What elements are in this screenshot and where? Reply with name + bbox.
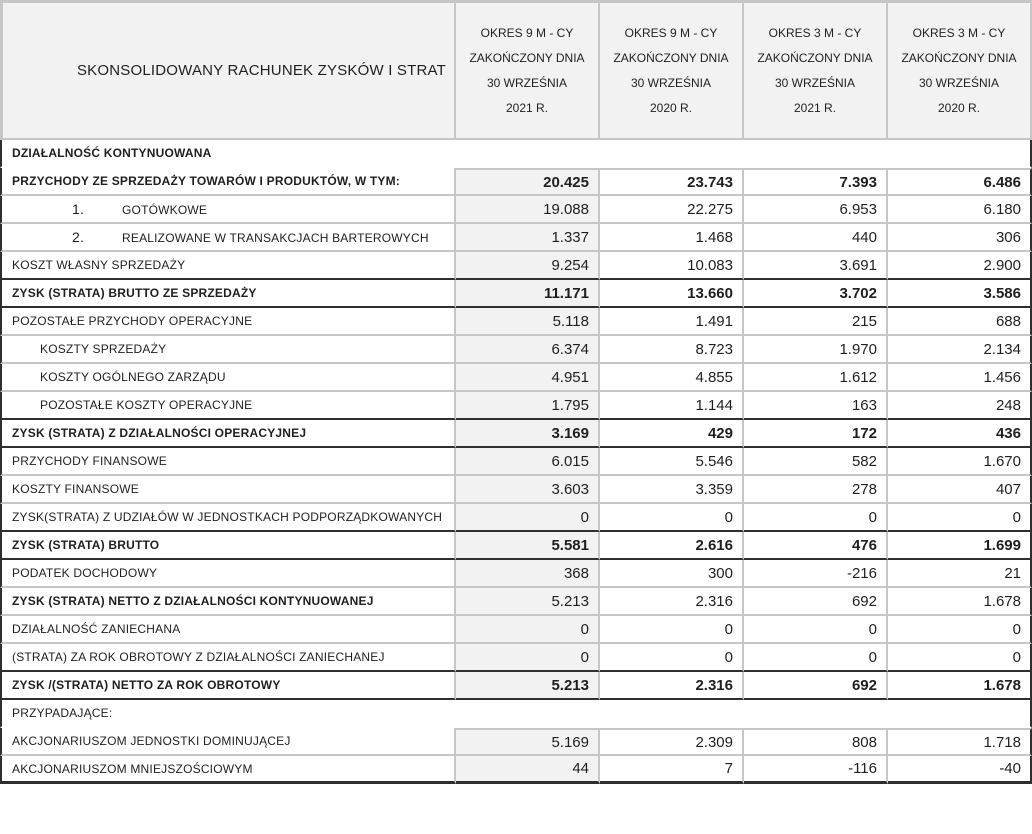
header-row — [0, 0, 1032, 140]
table-row — [0, 560, 1032, 588]
value-cell-period-3: 582 — [744, 448, 888, 476]
period-header-4 — [888, 0, 1032, 140]
value-cell-period-2: 1.468 — [600, 224, 744, 252]
value-cell-period-4: 0 — [888, 644, 1032, 672]
value-cell-period-3: 0 — [744, 616, 888, 644]
value-cell-period-1: 5.118 — [456, 308, 600, 336]
period-header-2 — [600, 0, 744, 140]
value-cell-period-4: 0 — [888, 616, 1032, 644]
value-cell-period-3: 692 — [744, 588, 888, 616]
table-row — [0, 336, 1032, 364]
table-row — [0, 252, 1032, 280]
table-row — [0, 168, 1032, 196]
period-header-line: 2021 R. — [505, 100, 549, 115]
value-cell-period-3: 172 — [744, 420, 888, 448]
value-cell-period-3: 163 — [744, 392, 888, 420]
period-header-1 — [456, 0, 600, 140]
value-cell-period-2: 5.546 — [600, 448, 744, 476]
value-cell-period-2: 13.660 — [600, 280, 744, 308]
table-body — [0, 140, 1032, 784]
table-row — [0, 280, 1032, 308]
value-cell-period-2: 4.855 — [600, 364, 744, 392]
value-cell-period-2: 22.275 — [600, 196, 744, 224]
period-header-line: ZAKOŃCZONY DNIA — [469, 50, 585, 65]
section-row — [0, 140, 1032, 168]
value-cell-period-1: 1.337 — [456, 224, 600, 252]
value-cell-period-3: -116 — [744, 756, 888, 784]
value-cell-period-3: 0 — [744, 504, 888, 532]
table-row — [0, 364, 1032, 392]
value-cell-period-4: -40 — [888, 756, 1032, 784]
period-header-line: 30 WRZEŚNIA — [486, 75, 567, 90]
value-cell-period-2: 300 — [600, 560, 744, 588]
value-cell-period-4: 1.670 — [888, 448, 1032, 476]
value-cell-period-1: 5.213 — [456, 588, 600, 616]
row-label-cell: ZYSK /(STRATA) NETTO ZA ROK OBROTOWY — [0, 672, 456, 700]
table-row — [0, 756, 1032, 784]
value-cell-period-2: 2.309 — [600, 728, 744, 756]
value-cell-period-2: 23.743 — [600, 168, 744, 196]
value-cell-period-1: 4.951 — [456, 364, 600, 392]
period-header-line: ZAKOŃCZONY DNIA — [901, 50, 1017, 65]
row-label-cell: AKCJONARIUSZOM JEDNOSTKI DOMINUJĄCEJ — [0, 728, 456, 756]
value-cell-period-2: 0 — [600, 644, 744, 672]
value-cell-period-1: 3.169 — [456, 420, 600, 448]
section-label-cell: DZIAŁALNOŚĆ KONTYNUOWANA — [0, 140, 1032, 168]
row-label-cell: ZYSK (STRATA) NETTO Z DZIAŁALNOŚCI KONTYNUOWANEJ — [0, 588, 456, 616]
table-row — [0, 588, 1032, 616]
row-label-cell: ZYSK (STRATA) BRUTTO ZE SPRZEDAŻY — [0, 280, 456, 308]
value-cell-period-3: 1.612 — [744, 364, 888, 392]
table-row — [0, 532, 1032, 560]
row-number: 1. — [72, 201, 85, 217]
table-row — [0, 196, 1032, 224]
value-cell-period-3: 7.393 — [744, 168, 888, 196]
period-header-line: ZAKOŃCZONY DNIA — [757, 50, 873, 65]
value-cell-period-4: 248 — [888, 392, 1032, 420]
value-cell-period-3: 3.702 — [744, 280, 888, 308]
row-label: REALIZOWANE W TRANSAKCJACH BARTEROWYCH — [122, 231, 429, 245]
value-cell-period-4: 1.678 — [888, 672, 1032, 700]
value-cell-period-1: 1.795 — [456, 392, 600, 420]
table-row — [0, 504, 1032, 532]
value-cell-period-1: 368 — [456, 560, 600, 588]
value-cell-period-2: 0 — [600, 616, 744, 644]
value-cell-period-2: 8.723 — [600, 336, 744, 364]
value-cell-period-2: 0 — [600, 504, 744, 532]
value-cell-period-4: 306 — [888, 224, 1032, 252]
value-cell-period-1: 0 — [456, 504, 600, 532]
value-cell-period-1: 0 — [456, 616, 600, 644]
row-label-cell: AKCJONARIUSZOM MNIEJSZOŚCIOWYM — [0, 756, 456, 784]
value-cell-period-1: 6.015 — [456, 448, 600, 476]
period-header-line: 2020 R. — [937, 100, 981, 115]
row-label-cell: ZYSK (STRATA) BRUTTO — [0, 532, 456, 560]
period-header-line: 30 WRZEŚNIA — [630, 75, 711, 90]
value-cell-period-4: 688 — [888, 308, 1032, 336]
row-label-cell — [0, 196, 456, 224]
value-cell-period-4: 1.718 — [888, 728, 1032, 756]
value-cell-period-2: 10.083 — [600, 252, 744, 280]
value-cell-period-1: 44 — [456, 756, 600, 784]
value-cell-period-3: 3.691 — [744, 252, 888, 280]
value-cell-period-2: 1.144 — [600, 392, 744, 420]
value-cell-period-4: 436 — [888, 420, 1032, 448]
value-cell-period-1: 5.169 — [456, 728, 600, 756]
value-cell-period-1: 5.213 — [456, 672, 600, 700]
value-cell-period-4: 3.586 — [888, 280, 1032, 308]
period-header-3 — [744, 0, 888, 140]
value-cell-period-1: 6.374 — [456, 336, 600, 364]
value-cell-period-1: 19.088 — [456, 196, 600, 224]
row-label-cell: KOSZTY SPRZEDAŻY — [0, 336, 456, 364]
value-cell-period-3: 6.953 — [744, 196, 888, 224]
row-label-cell: DZIAŁALNOŚĆ ZANIECHANA — [0, 616, 456, 644]
section-row — [0, 700, 1032, 728]
value-cell-period-4: 1.678 — [888, 588, 1032, 616]
table-row — [0, 224, 1032, 252]
row-label-cell — [0, 224, 456, 252]
period-header-line: OKRES 9 M - CY — [624, 25, 718, 40]
value-cell-period-1: 11.171 — [456, 280, 600, 308]
value-cell-period-1: 9.254 — [456, 252, 600, 280]
table-row — [0, 448, 1032, 476]
value-cell-period-4: 2.900 — [888, 252, 1032, 280]
value-cell-period-4: 2.134 — [888, 336, 1032, 364]
value-cell-period-4: 407 — [888, 476, 1032, 504]
row-label-cell: PODATEK DOCHODOWY — [0, 560, 456, 588]
row-label-cell: KOSZTY FINANSOWE — [0, 476, 456, 504]
value-cell-period-2: 2.316 — [600, 588, 744, 616]
period-header-line: 2021 R. — [793, 100, 837, 115]
section-label-cell: PRZYPADAJĄCE: — [0, 700, 1032, 728]
table-row — [0, 644, 1032, 672]
row-label-cell: KOSZTY OGÓLNEGO ZARZĄDU — [0, 364, 456, 392]
value-cell-period-3: 440 — [744, 224, 888, 252]
table-row — [0, 728, 1032, 756]
table-row — [0, 308, 1032, 336]
value-cell-period-3: 278 — [744, 476, 888, 504]
value-cell-period-3: 476 — [744, 532, 888, 560]
row-label-cell: ZYSK(STRATA) Z UDZIAŁÓW W JEDNOSTKACH PODPORZĄDKOWANYCH — [0, 504, 456, 532]
row-label-cell: PRZYCHODY FINANSOWE — [0, 448, 456, 476]
period-header-line: ZAKOŃCZONY DNIA — [613, 50, 729, 65]
period-header-line: OKRES 3 M - CY — [912, 25, 1006, 40]
row-label-cell: ZYSK (STRATA) Z DZIAŁALNOŚCI OPERACYJNEJ — [0, 420, 456, 448]
value-cell-period-4: 1.456 — [888, 364, 1032, 392]
value-cell-period-2: 429 — [600, 420, 744, 448]
value-cell-period-1: 0 — [456, 644, 600, 672]
value-cell-period-4: 6.486 — [888, 168, 1032, 196]
value-cell-period-4: 21 — [888, 560, 1032, 588]
table-title-cell — [0, 0, 456, 140]
value-cell-period-4: 1.699 — [888, 532, 1032, 560]
value-cell-period-4: 0 — [888, 504, 1032, 532]
value-cell-period-2: 1.491 — [600, 308, 744, 336]
period-header-line: 2020 R. — [649, 100, 693, 115]
period-header-line: OKRES 9 M - CY — [480, 25, 574, 40]
table-title: SKONSOLIDOWANY RACHUNEK ZYSKÓW I STRAT — [76, 62, 446, 79]
value-cell-period-4: 6.180 — [888, 196, 1032, 224]
value-cell-period-3: -216 — [744, 560, 888, 588]
value-cell-period-3: 1.970 — [744, 336, 888, 364]
value-cell-period-3: 215 — [744, 308, 888, 336]
row-label: GOTÓWKOWE — [122, 203, 208, 217]
value-cell-period-3: 808 — [744, 728, 888, 756]
value-cell-period-3: 692 — [744, 672, 888, 700]
table-row — [0, 392, 1032, 420]
value-cell-period-2: 2.316 — [600, 672, 744, 700]
table-row — [0, 672, 1032, 700]
value-cell-period-1: 5.581 — [456, 532, 600, 560]
table-row — [0, 616, 1032, 644]
value-cell-period-2: 3.359 — [600, 476, 744, 504]
table-row — [0, 476, 1032, 504]
period-header-line: 30 WRZEŚNIA — [774, 75, 855, 90]
row-label-cell: POZOSTAŁE PRZYCHODY OPERACYJNE — [0, 308, 456, 336]
row-label-cell: PRZYCHODY ZE SPRZEDAŻY TOWARÓW I PRODUKTÓW, W TYM: — [0, 168, 456, 196]
row-label-cell: POZOSTAŁE KOSZTY OPERACYJNE — [0, 392, 456, 420]
row-label-cell: (STRATA) ZA ROK OBROTOWY Z DZIAŁALNOŚCI ZANIECHANEJ — [0, 644, 456, 672]
period-header-line: 30 WRZEŚNIA — [918, 75, 999, 90]
value-cell-period-1: 3.603 — [456, 476, 600, 504]
row-label-cell: KOSZT WŁASNY SPRZEDAŻY — [0, 252, 456, 280]
table-row — [0, 420, 1032, 448]
value-cell-period-2: 7 — [600, 756, 744, 784]
value-cell-period-3: 0 — [744, 644, 888, 672]
value-cell-period-1: 20.425 — [456, 168, 600, 196]
period-header-line: OKRES 3 M - CY — [768, 25, 862, 40]
row-number: 2. — [72, 229, 85, 245]
value-cell-period-2: 2.616 — [600, 532, 744, 560]
